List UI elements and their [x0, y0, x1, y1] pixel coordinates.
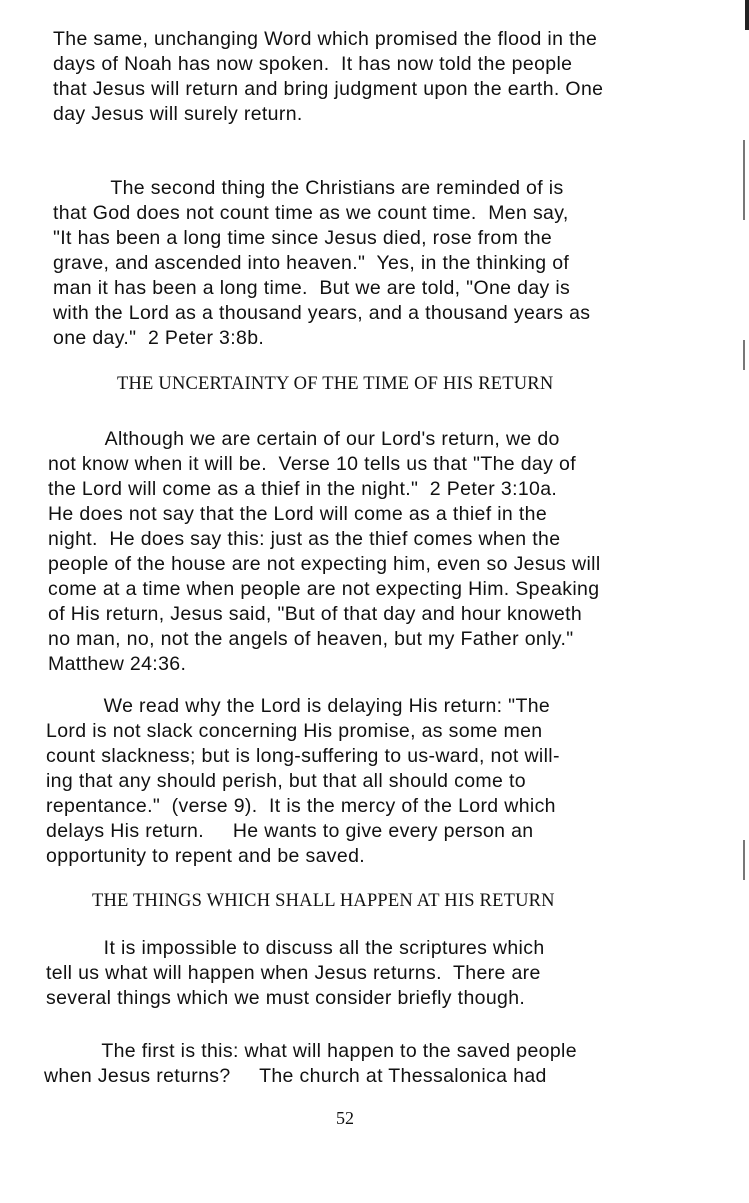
text-line: The second thing the Christians are reminded of is — [53, 177, 564, 199]
paragraph — [48, 427, 749, 677]
paragraph — [46, 936, 749, 1011]
text-line: no man, no, not the angels of heaven, but my Father only." — [48, 628, 574, 650]
paragraph — [46, 694, 749, 869]
text-line: days of Noah has now spoken. It has now told the people — [53, 53, 573, 75]
text-line: people of the house are not expecting him, even so Jesus will — [48, 553, 601, 575]
text-line: with the Lord as a thousand years, and a thousand years as — [53, 302, 591, 324]
scan-edge-mark — [745, 0, 749, 30]
text-line: grave, and ascended into heaven." Yes, in the thinking of — [53, 252, 570, 274]
text-line: Matthew 24:36. — [48, 653, 187, 675]
text-line: repentance." (verse 9). It is the mercy of the Lord which — [46, 795, 556, 817]
text-line: when Jesus returns? The church at Thessalonica had — [44, 1065, 547, 1087]
text-line: opportunity to repent and be saved. — [46, 845, 366, 867]
text-line: Lord is not slack concerning His promise, as some men — [46, 720, 543, 742]
text-line: ing that any should perish, but that all should come to — [46, 770, 526, 792]
paragraph — [44, 1039, 749, 1089]
text-line: night. He does say this: just as the thief comes when the — [48, 528, 561, 550]
text-line: of His return, Jesus said, "But of that day and hour knoweth — [48, 603, 583, 625]
text-line: count slackness; but is long-suffering to us-ward, not will- — [46, 745, 560, 767]
text-line: not know when it will be. Verse 10 tells us that "The day of — [48, 453, 576, 475]
scan-edge-mark — [743, 840, 745, 880]
text-line: The same, unchanging Word which promised the flood in the — [53, 28, 598, 50]
paragraph — [53, 27, 749, 127]
scan-edge-mark — [743, 140, 745, 220]
paragraph — [53, 176, 749, 351]
text-line: that God does not count time as we count time. Men say, — [53, 202, 569, 224]
text-line: He does not say that the Lord will come as a thief in the — [48, 503, 548, 525]
section-heading: THE UNCERTAINTY OF THE TIME OF HIS RETURN — [117, 374, 554, 394]
text-line: We read why the Lord is delaying His return: "The — [46, 695, 551, 717]
text-line: one day." 2 Peter 3:8b. — [53, 327, 265, 349]
text-line: man it has been a long time. But we are told, "One day is — [53, 277, 571, 299]
text-line: come at a time when people are not expecting Him. Speaking — [48, 578, 600, 600]
text-line: day Jesus will surely return. — [53, 103, 303, 125]
scan-edge-mark — [743, 340, 745, 370]
text-line: Although we are certain of our Lord's return, we do — [48, 428, 560, 450]
text-line: The first is this: what will happen to the saved people — [44, 1040, 577, 1062]
page-number: 52 — [336, 1108, 354, 1128]
text-line: several things which we must consider briefly though. — [46, 987, 526, 1009]
text-line: tell us what will happen when Jesus returns. There are — [46, 962, 541, 984]
text-line: delays His return. He wants to give every person an — [46, 820, 534, 842]
text-line: "It has been a long time since Jesus died, rose from the — [53, 227, 553, 249]
section-heading: THE THINGS WHICH SHALL HAPPEN AT HIS RETURN — [92, 891, 555, 911]
text-line: the Lord will come as a thief in the night." 2 Peter 3:10a. — [48, 478, 558, 500]
text-line: that Jesus will return and bring judgment upon the earth. One — [53, 78, 604, 100]
text-line: It is impossible to discuss all the scriptures which — [46, 937, 545, 959]
